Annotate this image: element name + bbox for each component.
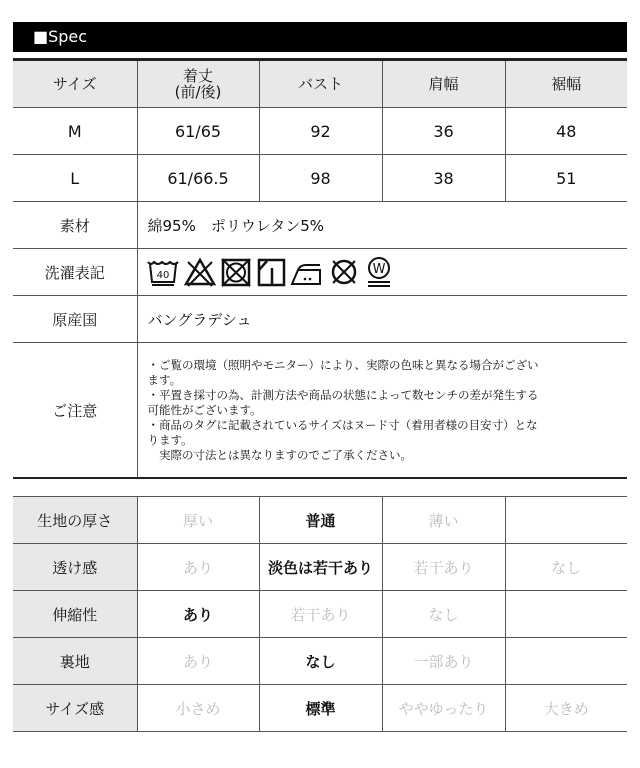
cell: 92 <box>259 108 382 155</box>
laundry-icons <box>137 249 627 296</box>
feel-option-selected: なし <box>259 638 382 685</box>
feel-option <box>505 638 627 685</box>
line-dry-shade-icon <box>256 256 286 288</box>
laundry-row <box>13 249 627 296</box>
iron-low-icon <box>290 256 324 288</box>
notes-label: ご注意 <box>13 343 137 479</box>
spec-table <box>13 58 627 479</box>
feel-option: 若干あり <box>259 591 382 638</box>
feel-label: 透け感 <box>13 544 137 591</box>
header-size: サイズ <box>13 60 137 108</box>
note-line: ります。 <box>147 432 193 447</box>
feel-option: あり <box>137 638 259 685</box>
feel-option: ややゆったり <box>382 685 505 732</box>
header-hem: 裾幅 <box>505 60 627 108</box>
wet-clean-icon <box>364 256 394 288</box>
header-bust: バスト <box>259 60 382 108</box>
spec-title: ■Spec <box>33 27 88 46</box>
origin-label: 原産国 <box>13 296 137 343</box>
cell: 61/66.5 <box>137 155 259 202</box>
cell: 61/65 <box>137 108 259 155</box>
material-value: 綿95% ポリウレタン5% <box>137 202 627 249</box>
size-row <box>13 155 627 202</box>
size-row <box>13 108 627 155</box>
header-shoulder: 肩幅 <box>382 60 505 108</box>
material-row <box>13 202 627 249</box>
feel-option: 薄い <box>382 497 505 544</box>
header-length-l2: (前/後) <box>174 83 222 101</box>
note-line: ・ご覧の環境（照明やモニター）により、実際の色味と異なる場合がござい <box>147 357 539 372</box>
origin-row <box>13 296 627 343</box>
feel-option: 小さめ <box>137 685 259 732</box>
feel-option-selected: 普通 <box>259 497 382 544</box>
feel-row <box>13 497 627 544</box>
no-tumble-dry-icon <box>220 256 252 288</box>
feel-option-selected: 淡色は若干あり <box>259 544 382 591</box>
feel-row <box>13 638 627 685</box>
material-label: 素材 <box>13 202 137 249</box>
note-line: ・平置き採寸の為、計測方法や商品の状態によって数センチの差が発生する <box>147 387 539 402</box>
feel-label: 伸縮性 <box>13 591 137 638</box>
cell: M <box>13 108 137 155</box>
laundry-label: 洗濯表記 <box>13 249 137 296</box>
feel-row <box>13 591 627 638</box>
feel-option <box>505 591 627 638</box>
feel-row <box>13 544 627 591</box>
feel-label: 生地の厚さ <box>13 497 137 544</box>
spec-header <box>13 22 627 52</box>
wash-temp: 40 <box>156 270 169 281</box>
wash-40-icon <box>146 256 180 288</box>
note-line: ます。 <box>147 372 182 387</box>
feel-option: 若干あり <box>382 544 505 591</box>
fabric-feel-table <box>13 496 627 732</box>
cell: L <box>13 155 137 202</box>
feel-option: なし <box>382 591 505 638</box>
feel-label: 裏地 <box>13 638 137 685</box>
note-line: 可能性がございます。 <box>147 402 262 417</box>
wet-clean-letter: W <box>372 262 385 277</box>
cell: 36 <box>382 108 505 155</box>
feel-option: 大きめ <box>505 685 627 732</box>
feel-option: 厚い <box>137 497 259 544</box>
feel-option <box>505 497 627 544</box>
cell: 38 <box>382 155 505 202</box>
feel-row <box>13 685 627 732</box>
feel-option: あり <box>137 544 259 591</box>
feel-option-selected: 標準 <box>259 685 382 732</box>
notes-row <box>13 343 627 479</box>
feel-label: サイズ感 <box>13 685 137 732</box>
header-length-l1: 着丈 <box>182 66 213 85</box>
feel-option: 一部あり <box>382 638 505 685</box>
feel-option-selected: あり <box>137 591 259 638</box>
notes-text <box>137 343 627 479</box>
feel-option: なし <box>505 544 627 591</box>
origin-value: バングラデシュ <box>137 296 627 343</box>
no-dry-clean-icon <box>328 256 360 288</box>
note-line: 実際の寸法とは異なりますのでご了承ください。 <box>147 447 412 462</box>
cell: 98 <box>259 155 382 202</box>
header-length <box>137 60 259 108</box>
no-bleach-icon <box>184 256 216 288</box>
cell: 48 <box>505 108 627 155</box>
cell: 51 <box>505 155 627 202</box>
spec-header-row <box>13 60 627 108</box>
note-line: ・商品のタグに記載されているサイズはヌード寸（着用者様の目安寸）とな <box>147 417 538 432</box>
